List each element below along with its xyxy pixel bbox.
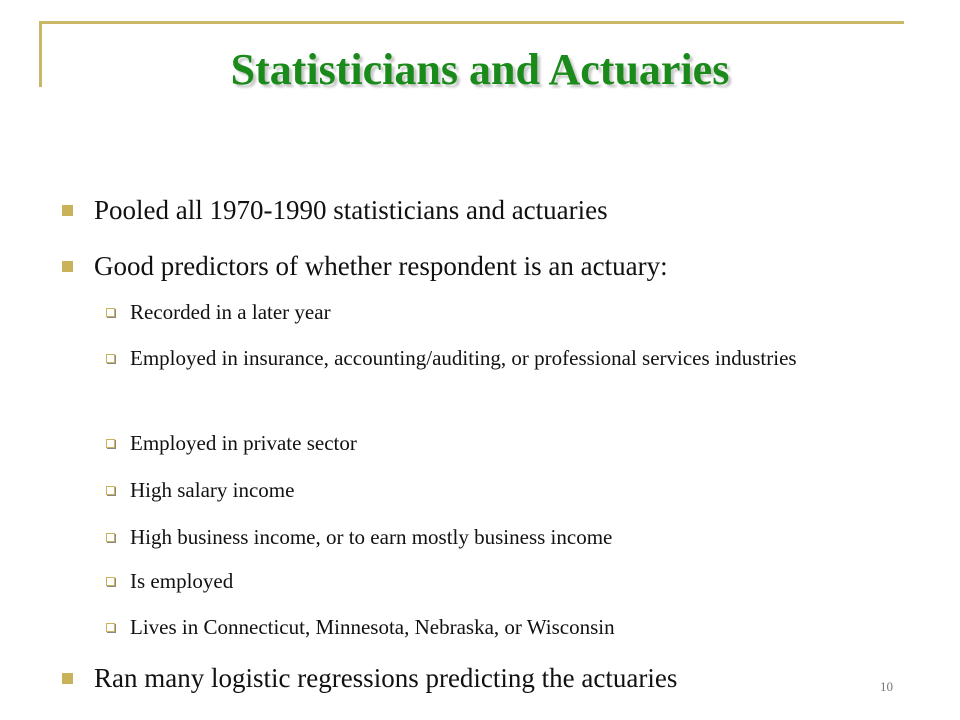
- slide-title: Statisticians and Actuaries: [230, 45, 730, 94]
- sub-bullet-text: Lives in Connecticut, Minnesota, Nebraska, or Wisconsin: [130, 615, 615, 639]
- sub-bullet-item: [106, 612, 926, 642]
- sub-bullet-text: Recorded in a later year: [130, 300, 331, 324]
- square-bullet-icon: [62, 205, 73, 216]
- sub-bullet-item: [106, 566, 926, 596]
- sub-bullet-item: [106, 343, 926, 373]
- square-bullet-icon: [62, 673, 73, 684]
- sub-bullet-text: Employed in insurance, accounting/auditing, or professional services industries: [130, 346, 797, 370]
- sub-bullet-item: [106, 475, 926, 505]
- bullet-text: Good predictors of whether respondent is an actuary:: [94, 251, 668, 281]
- bullet-text: Ran many logistic regressions predicting the actuaries: [94, 663, 678, 693]
- hollow-square-bullet-icon: [106, 533, 115, 542]
- sub-bullet-item: [106, 428, 926, 458]
- square-bullet-icon: [62, 261, 73, 272]
- hollow-square-bullet-icon: [106, 439, 115, 448]
- sub-bullet-text: Employed in private sector: [130, 431, 357, 455]
- frame-top-rule: [39, 21, 904, 24]
- sub-bullet-text: Is employed: [130, 569, 234, 593]
- hollow-square-bullet-icon: [106, 486, 115, 495]
- sub-bullet-text: High business income, or to earn mostly business income: [130, 525, 613, 549]
- hollow-square-bullet-icon: [106, 623, 115, 632]
- hollow-square-bullet-icon: [106, 354, 115, 363]
- hollow-square-bullet-icon: [106, 577, 115, 586]
- sub-bullet-item: [106, 297, 926, 327]
- sub-bullet-text: High salary income: [130, 478, 295, 502]
- hollow-square-bullet-icon: [106, 308, 115, 317]
- page-number: 10: [880, 679, 893, 694]
- sub-bullet-item: [106, 522, 926, 552]
- bullet-text: Pooled all 1970-1990 statisticians and actuaries: [94, 195, 608, 225]
